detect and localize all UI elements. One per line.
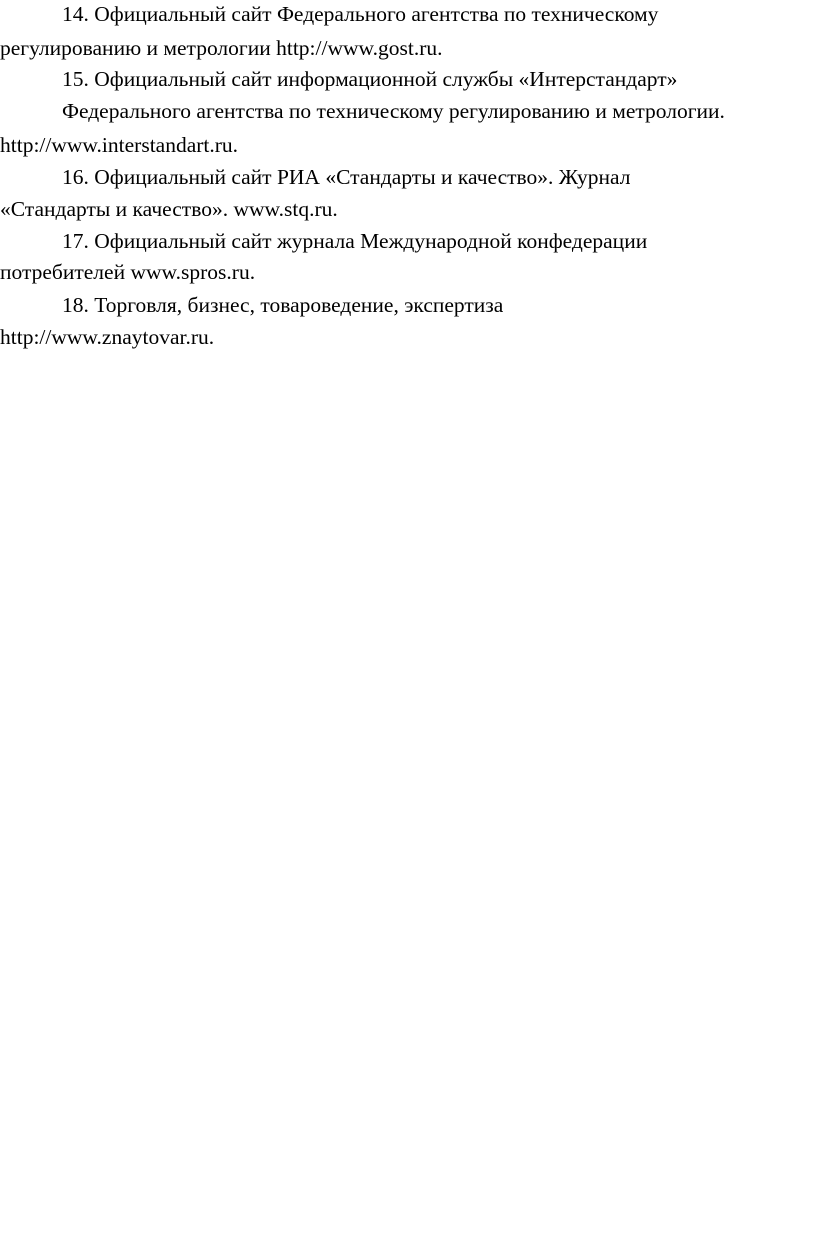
- reference-line: «Стандарты и качество». www.stq.ru.: [0, 197, 338, 221]
- reference-line: 16. Официальный сайт РИА «Стандарты и качество». Журнал: [62, 165, 631, 189]
- reference-line: http://www.interstandart.ru.: [0, 133, 239, 157]
- reference-line: 15. Официальный сайт информационной службы «Интерстандарт»: [62, 67, 678, 91]
- reference-line: потребителей www.spros.ru.: [0, 260, 256, 284]
- reference-line: 14. Официальный сайт Федерального агентства по техническому: [62, 2, 659, 26]
- reference-line: 18. Торговля, бизнес, товароведение, экспертиза: [62, 293, 504, 317]
- reference-line: Федерального агентства по техническому регулированию и метрологии.: [62, 99, 725, 123]
- reference-line: 17. Официальный сайт журнала Международной конфедерации: [62, 229, 648, 253]
- reference-line: http://www.znaytovar.ru.: [0, 325, 215, 349]
- reference-line: регулированию и метрологии http://www.gost.ru.: [0, 36, 443, 60]
